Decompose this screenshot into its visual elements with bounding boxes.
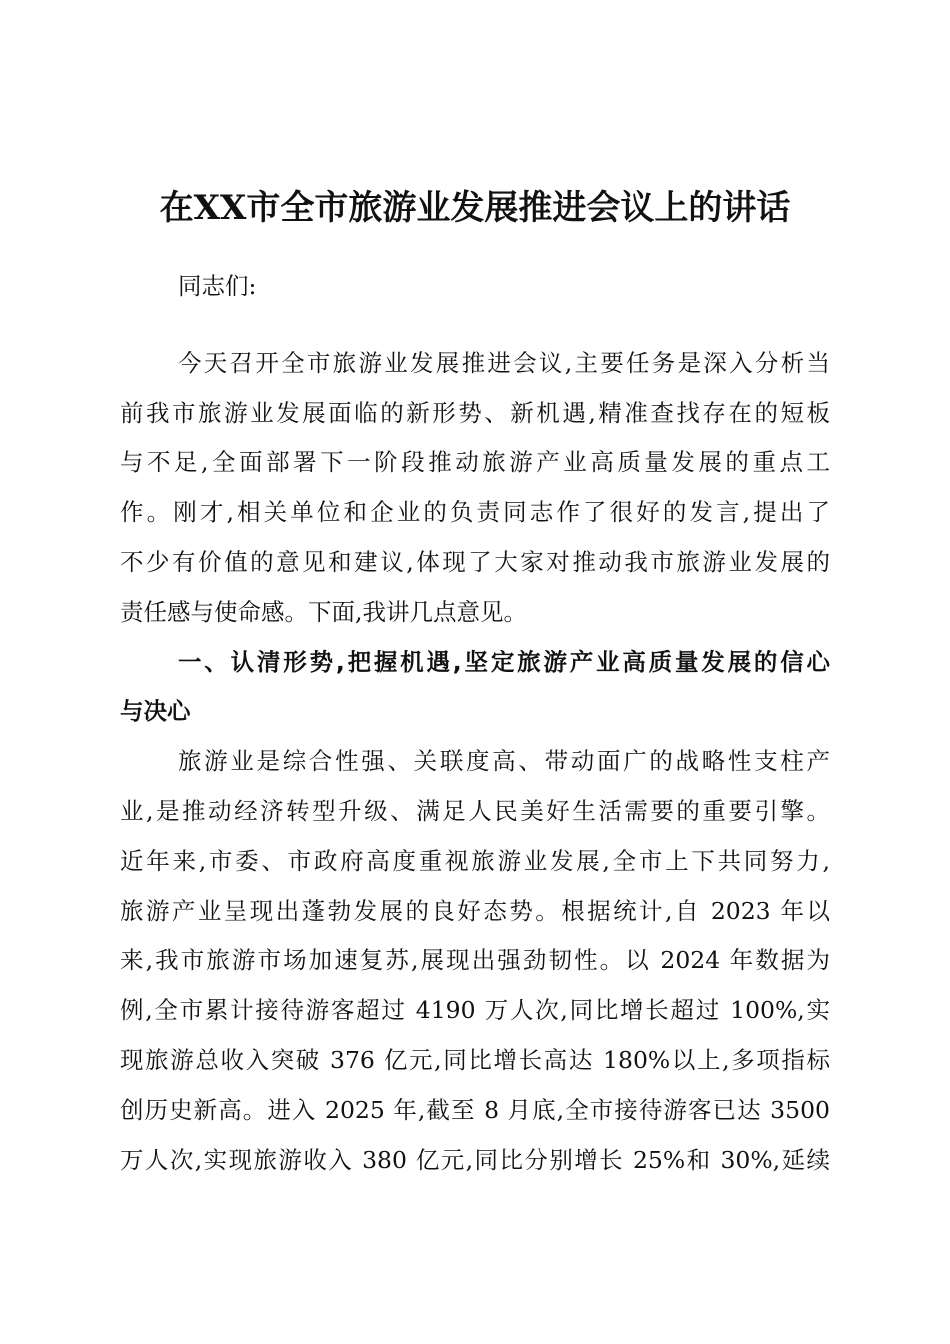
text-line: 现旅游总收入突破 376 亿元,同比增长高达 180%以上,多项指标: [120, 1045, 830, 1074]
text-line: 不少有价值的意见和建议,体现了大家对推动我市旅游业发展的: [120, 547, 830, 576]
paragraph: [120, 339, 830, 638]
document-title: 在XX市全市旅游业发展推进会议上的讲话: [159, 188, 791, 228]
section-heading: [120, 638, 830, 738]
text-line: 责任感与使命感。下面,我讲几点意见。: [120, 597, 527, 626]
text-line: 近年来,市委、市政府高度重视旅游业发展,全市上下共同努力,: [120, 846, 830, 875]
text-line: 创历史新高。进入 2025 年,截至 8 月底,全市接待游客已达 3500: [120, 1095, 830, 1124]
text-line: 旅游产业呈现出蓬勃发展的良好态势。根据统计,自 2023 年以: [120, 896, 830, 925]
text-line: 例,全市累计接待游客超过 4190 万人次,同比增长超过 100%,实: [120, 996, 830, 1025]
text-line: 旅游业是综合性强、关联度高、带动面广的战略性支柱产: [178, 747, 830, 776]
text-line: 业,是推动经济转型升级、满足人民美好生活需要的重要引擎。: [120, 796, 830, 825]
text-line: 前我市旅游业发展面临的新形势、新机遇,精准查找存在的短板: [120, 398, 830, 427]
text-line: 与决心: [120, 697, 191, 726]
text-line: 与不足,全面部署下一阶段推动旅游产业高质量发展的重点工: [120, 448, 830, 477]
text-line: 万人次,实现旅游收入 380 亿元,同比分别增长 25%和 30%,延续: [120, 1145, 830, 1174]
text-line: 今天召开全市旅游业发展推进会议,主要任务是深入分析当: [178, 348, 830, 377]
document-body: [120, 262, 830, 1185]
text-line: 作。刚才,相关单位和企业的负责同志作了很好的发言,提出了: [120, 498, 830, 527]
text-line: 来,我市旅游市场加速复苏,展现出强劲韧性。以 2024 年数据为: [120, 946, 830, 975]
paragraph: [120, 737, 830, 1185]
text-line: 一、认清形势,把握机遇,坚定旅游产业高质量发展的信心: [178, 647, 830, 676]
salutation: 同志们:: [178, 272, 257, 300]
